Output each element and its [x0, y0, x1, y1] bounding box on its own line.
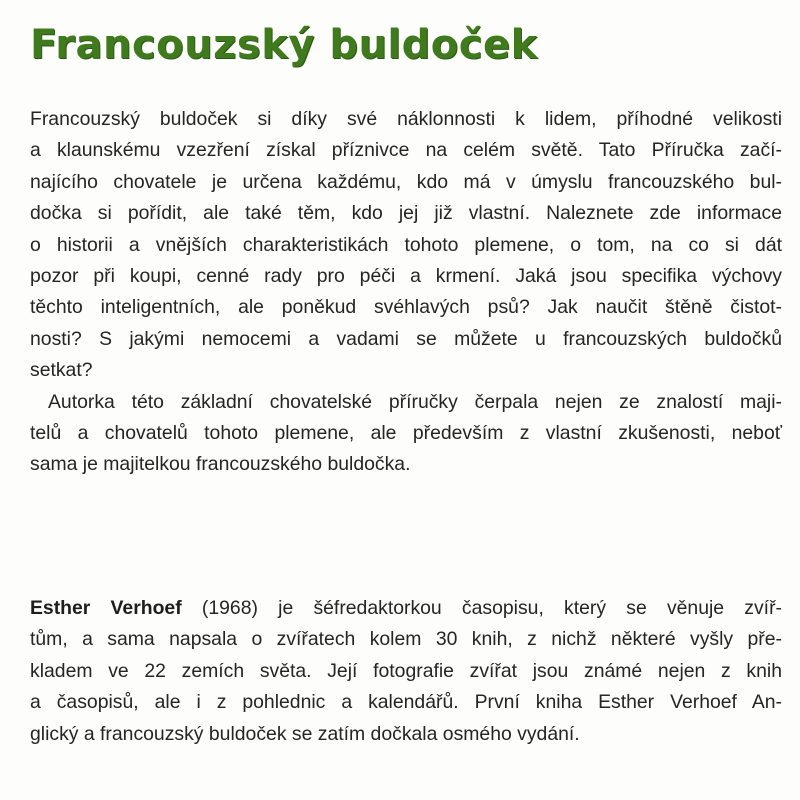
description-line: najícího chovatele je určena každému, kdo má v úmyslu francouzského bul- [30, 170, 782, 193]
description-line: o historii a vnějších charakteristikách tohoto plemene, o tom, na co si dát [30, 233, 782, 256]
description-line: dočka si pořídit, ale také těm, kdo jej již vlastní. Naleznete zde informace [30, 202, 782, 225]
description-line: nosti? S jakými nemocemi a vadami se můžete u francouzských buldočků [30, 327, 782, 350]
description-line: těchto inteligentních, ale poněkud svéhlavých psů? Jak naučit štěně čistot- [30, 296, 782, 319]
description-line: telů a chovatelů tohoto plemene, ale především z vlastní zkušenosti, neboť [30, 422, 782, 445]
description-line: a klaunskému vzezření získal příznivce na celém světě. Tato Příručka začí- [30, 139, 782, 162]
bio-line [30, 593, 782, 624]
bio-line: kladem ve 22 zemích světa. Její fotografie zvířat jsou známé nejen z knih [30, 659, 782, 682]
author-bio [30, 593, 782, 750]
bio-line: glický a francouzský buldoček se zatím dočkala osmého vydání. [30, 722, 580, 745]
bio-line: tům, a sama napsala o zvířatech kolem 30 knih, z nichž některé vyšly pře- [30, 628, 782, 651]
description-line: setkat? [30, 359, 93, 382]
book-title: Francouzský buldoček [30, 22, 538, 68]
book-description [30, 104, 782, 481]
description-line: Francouzský buldoček si díky své náklonnosti k lidem, příhodné velikosti [30, 108, 782, 130]
author-name: Esther Verhoef [30, 597, 182, 619]
description-line: pozor při koupi, cenné rady pro péči a krmení. Jaká jsou specifika výchovy [30, 265, 782, 288]
description-line: sama je majitelkou francouzského buldočka. [30, 453, 411, 476]
description-line: Autorka této základní chovatelské příručky čerpala nejen ze znalostí maji- [48, 390, 782, 413]
bio-line: a časopisů, ale i z pohlednic a kalendářů. První kniha Esther Verhoef An- [30, 691, 782, 714]
bio-first-line-text: (1968) je šéfredaktorkou časopisu, který se věnuje zvíř- [181, 597, 782, 619]
